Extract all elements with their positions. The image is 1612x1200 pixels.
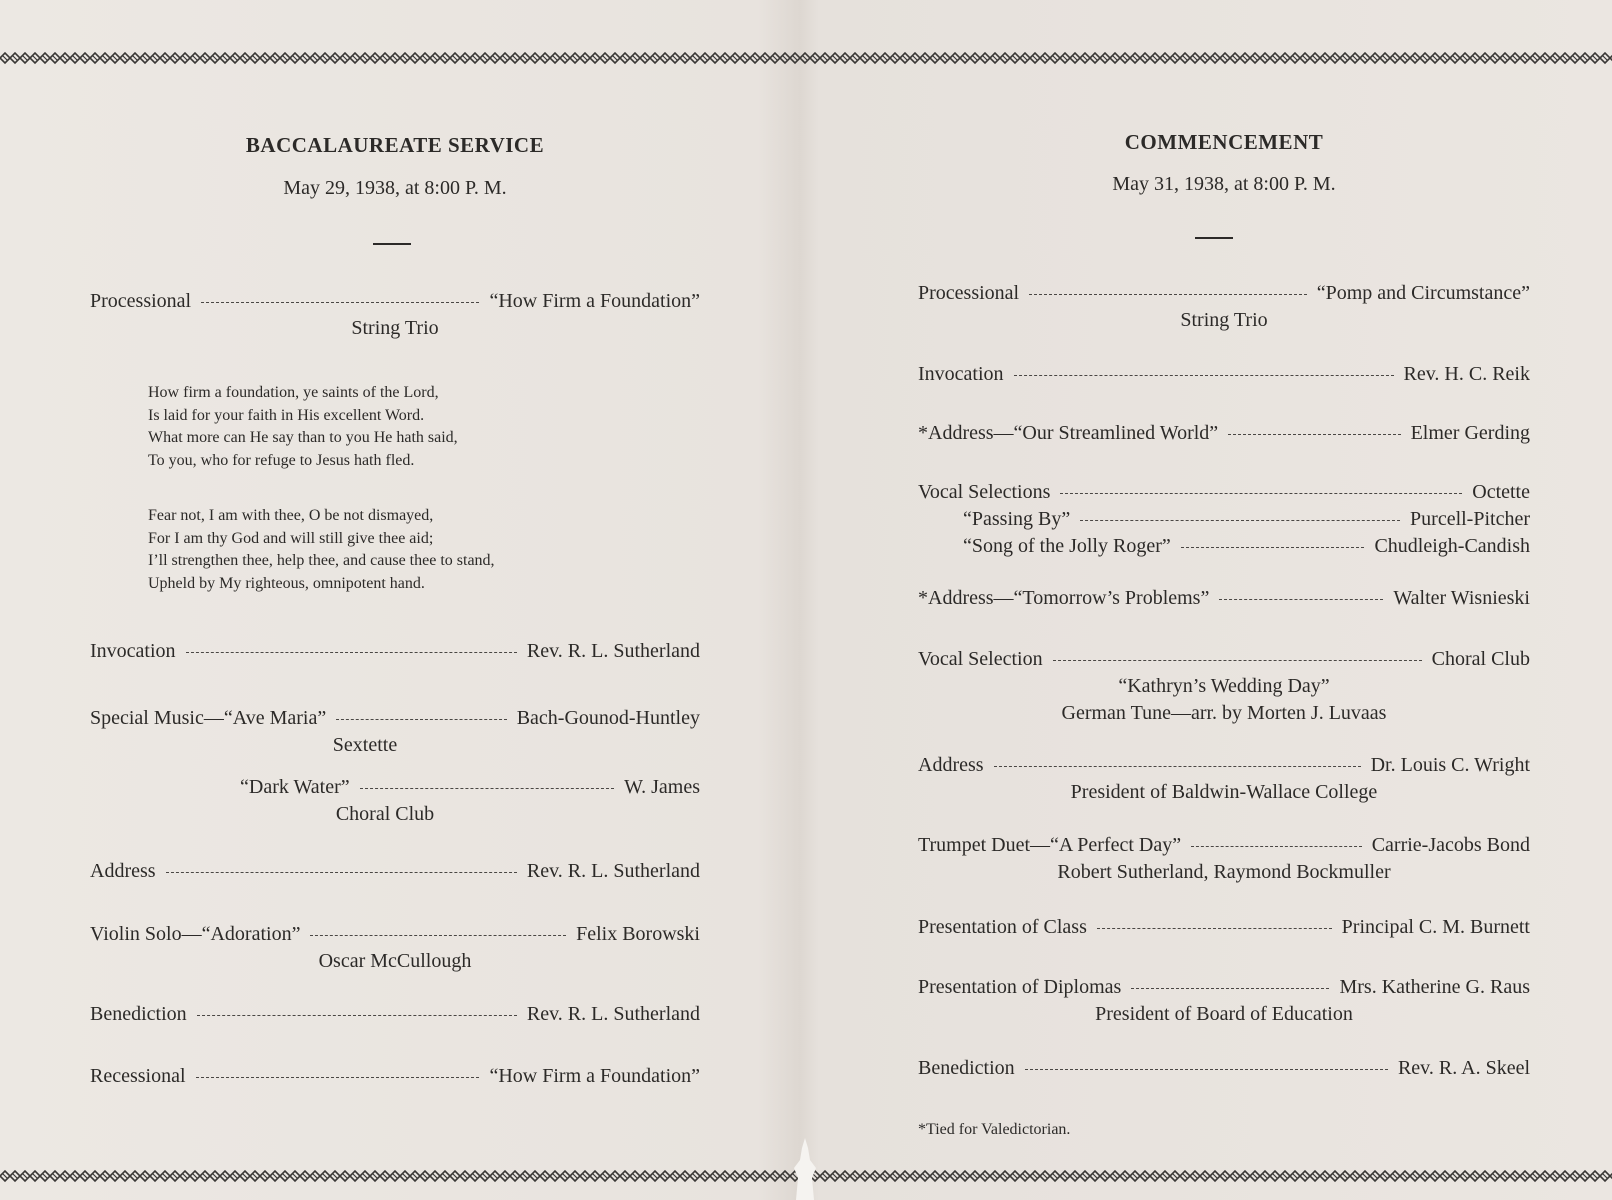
footnote: *Tied for Valedictorian. — [918, 1121, 1071, 1138]
program-label: Trumpet Duet—“A Perfect Day” — [918, 834, 1182, 856]
dotted-leader — [1080, 520, 1400, 521]
program-label: Benediction — [90, 1003, 187, 1025]
program-subtitle: Oscar McCullough — [318, 950, 472, 972]
hymn-line: I’ll strengthen thee, help thee, and cause thee to stand, — [148, 552, 495, 569]
hymn-line: How firm a foundation, ye saints of the Lord, — [148, 384, 439, 401]
dotted-leader — [201, 302, 479, 303]
program-subtitle: German Tune—arr. by Morten J. Luvaas — [1061, 702, 1387, 724]
dotted-leader — [166, 872, 517, 873]
hymn-line: Upheld by My righteous, omnipotent hand. — [148, 574, 425, 592]
program-label: Presentation of Class — [918, 916, 1087, 938]
invocation-item — [90, 638, 700, 665]
hymn-line: For I am thy God and will still give thee aid; — [148, 529, 434, 547]
dotted-leader — [1228, 434, 1400, 435]
address-item — [90, 858, 700, 885]
baccalaureate-date: May 29, 1938, at 8:00 P. M. — [283, 177, 507, 199]
program-performer: Rev. H. C. Reik — [1403, 363, 1530, 385]
dotted-leader — [1097, 928, 1332, 929]
dotted-leader — [1029, 294, 1307, 295]
title-rule — [1195, 237, 1233, 239]
program-performer: Purcell-Pitcher — [1410, 508, 1530, 530]
program-performer: Rev. R. A. Skeel — [1397, 1057, 1530, 1079]
hymn-line: What more can He say than to you He hath said, — [148, 429, 458, 446]
baccalaureate-page — [90, 0, 700, 1200]
address-wright-item — [918, 752, 1530, 806]
program-label: Violin Solo—“Adoration” — [90, 923, 301, 945]
program-label: Recessional — [90, 1065, 186, 1087]
benediction-item — [90, 1001, 700, 1028]
presentation-diplomas-item — [918, 974, 1530, 1028]
program-subtitle: Choral Club — [335, 803, 435, 825]
dotted-leader — [1014, 375, 1394, 376]
dotted-leader — [336, 719, 506, 720]
fold-tear — [790, 1138, 820, 1200]
program-performer: “How Firm a Foundation” — [489, 290, 700, 312]
title-rule — [373, 243, 411, 245]
benediction-item — [918, 1055, 1530, 1082]
program-label: “Passing By” — [963, 508, 1071, 530]
processional-item — [918, 280, 1530, 334]
dotted-leader — [186, 652, 517, 653]
commencement-date: May 31, 1938, at 8:00 P. M. — [1112, 173, 1336, 195]
program-label: Special Music—“Ave Maria” — [90, 707, 327, 729]
dotted-leader — [197, 1015, 517, 1016]
program-performer: “How Firm a Foundation” — [489, 1065, 700, 1087]
dotted-leader — [1053, 660, 1422, 661]
program-performer: “Pomp and Circumstance” — [1316, 282, 1530, 304]
program-performer: Rev. R. L. Sutherland — [526, 860, 700, 882]
program-subtitle: President of Board of Education — [1095, 1003, 1353, 1025]
dotted-leader — [310, 935, 566, 936]
program-label: Address — [90, 860, 156, 882]
dotted-leader — [360, 788, 614, 789]
program-performer: Choral Club — [1431, 648, 1530, 670]
violin-solo-item — [90, 921, 700, 975]
program-performer: Elmer Gerding — [1410, 422, 1530, 444]
invocation-item — [918, 361, 1530, 388]
program-performer: Carrie-Jacobs Bond — [1371, 834, 1530, 856]
vocal-selection-item — [918, 646, 1530, 727]
dotted-leader — [1181, 547, 1365, 548]
dotted-leader — [1025, 1069, 1388, 1070]
program-subtitle: Robert Sutherland, Raymond Bockmuller — [1057, 861, 1391, 883]
hymn-line: Fear not, I am with thee, O be not dismayed, — [148, 507, 434, 524]
presentation-class-item — [918, 914, 1530, 941]
address-streamlined-item — [918, 420, 1530, 447]
dotted-leader — [1131, 988, 1329, 989]
program-label: Presentation of Diplomas — [918, 976, 1122, 998]
program-performer: Bach-Gounod-Huntley — [516, 707, 700, 729]
program-performer: Rev. R. L. Sutherland — [526, 640, 700, 662]
dotted-leader — [196, 1077, 480, 1078]
program-subtitle: String Trio — [351, 317, 439, 339]
special-music-item — [90, 705, 700, 759]
program-label: Vocal Selection — [918, 648, 1043, 670]
program-subtitle: String Trio — [1180, 309, 1268, 331]
program-label: Processional — [90, 290, 192, 312]
program-label: *Address—“Our Streamlined World” — [918, 422, 1219, 444]
program-subtitle: Sextette — [332, 734, 398, 756]
program-label: “Song of the Jolly Roger” — [963, 535, 1171, 557]
program-performer: Chudleigh-Candish — [1374, 535, 1530, 557]
program-performer: Principal C. M. Burnett — [1341, 916, 1530, 938]
program-label: Invocation — [90, 640, 176, 662]
program-performer: Mrs. Katherine G. Raus — [1339, 976, 1530, 998]
program-label: Invocation — [918, 363, 1004, 385]
program-performer: Walter Wisnieski — [1393, 587, 1530, 609]
hymn-verse-2 — [148, 505, 495, 595]
dark-water-item — [90, 774, 700, 828]
program-performer: Octette — [1472, 481, 1530, 503]
program-label: Benediction — [918, 1057, 1015, 1079]
trumpet-duet-item — [918, 832, 1530, 886]
program-performer: W. James — [624, 776, 700, 798]
recessional-item — [90, 1063, 700, 1090]
program-label: *Address—“Tomorrow’s Problems” — [918, 587, 1210, 609]
dotted-leader — [1060, 493, 1462, 494]
dotted-leader — [1219, 599, 1383, 600]
program-label: Processional — [918, 282, 1020, 304]
baccalaureate-title: BACCALAUREATE SERVICE — [245, 133, 545, 157]
address-tomorrow-item — [918, 585, 1530, 612]
dotted-leader — [994, 766, 1361, 767]
commencement-title: COMMENCEMENT — [1124, 130, 1324, 154]
program-label: Address — [918, 754, 984, 776]
program-performer: Dr. Louis C. Wright — [1370, 754, 1530, 776]
program-subtitle: President of Baldwin-Wallace College — [1070, 781, 1378, 803]
program-performer: Felix Borowski — [576, 923, 700, 945]
dotted-leader — [1191, 846, 1362, 847]
program-subtitle: “Kathryn’s Wedding Day” — [1118, 675, 1330, 697]
program-label: “Dark Water” — [240, 776, 350, 798]
program-performer: Rev. R. L. Sutherland — [526, 1003, 700, 1025]
hymn-verse-1 — [148, 382, 458, 472]
commencement-page — [918, 0, 1530, 1200]
processional-item — [90, 288, 700, 342]
hymn-line: To you, who for refuge to Jesus hath fled. — [148, 451, 415, 469]
program-label: Vocal Selections — [918, 481, 1051, 503]
hymn-line: Is laid for your faith in His excellent Word. — [148, 406, 425, 424]
vocal-selections-item — [918, 479, 1530, 560]
